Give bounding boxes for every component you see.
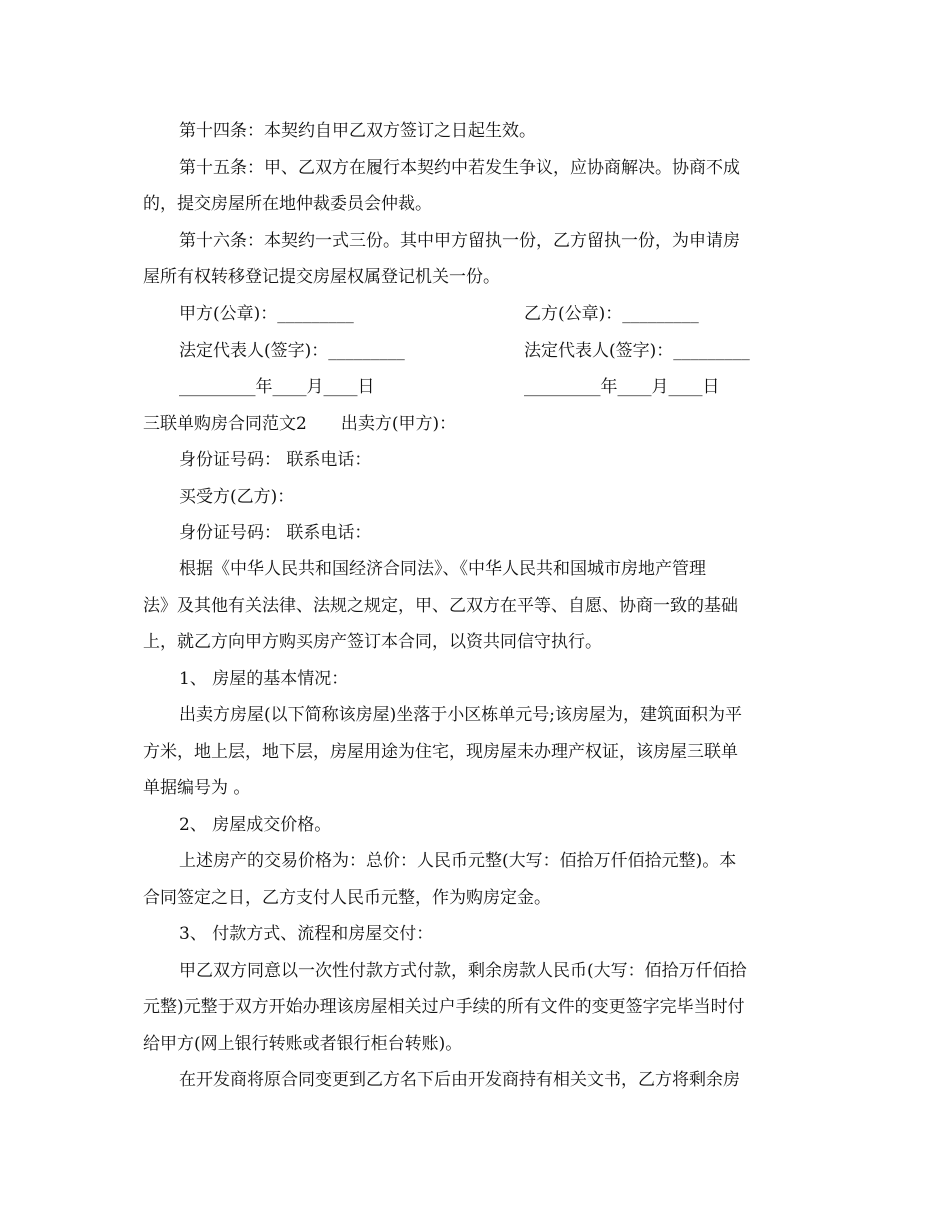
section-2-line-2: 合同签定之日，乙方支付人民币元整，作为购房定金。 <box>143 888 551 908</box>
contract-2-heading: 三联单购房合同范文2 出卖方(甲方)： <box>143 414 457 434</box>
preamble-line-1: 根据《中华人民共和国经济合同法》、《中华人民共和国城市房地产管理 <box>179 559 706 579</box>
section-1-line-3: 单据编号为 。 <box>143 778 251 798</box>
section-3-heading: 3、 付款方式、流程和房屋交付： <box>179 924 434 944</box>
article-14: 第十四条：本契约自甲乙双方签订之日起生效。 <box>179 121 536 141</box>
buyer-id-phone: 身份证号码： 联系电话： <box>179 523 372 543</box>
seller-id-phone: 身份证号码： 联系电话： <box>179 450 372 470</box>
preamble-line-2: 法》及其他有关法律、法规之规定，甲、乙双方在平等、自愿、协商一致的基础 <box>143 596 738 616</box>
section-1-line-1: 出卖方房屋(以下简称该房屋)坐落于小区栋单元号;该房屋为，建筑面积为平 <box>179 705 742 725</box>
party-a-seal: 甲方(公章)：_________ <box>179 304 354 324</box>
section-2-heading: 2、 房屋成交价格。 <box>179 815 332 835</box>
section-3-line-1: 甲乙双方同意以一次性付款方式付款，剩余房款人民币(大写：佰拾万仟佰拾 <box>179 961 747 981</box>
section-3-line-3: 给甲方(网上银行转账或者银行柜台转账)。 <box>143 1034 463 1054</box>
buyer-label: 买受方(乙方)： <box>179 487 295 507</box>
party-b-seal: 乙方(公章)：_________ <box>524 304 699 324</box>
section-3-line-2: 元整)元整于双方开始办理该房屋相关过户手续的所有文件的变更签字完毕当时付 <box>143 997 745 1017</box>
article-16-line-1: 第十六条：本契约一式三份。其中甲方留执一份，乙方留执一份，为申请房 <box>179 231 740 251</box>
preamble-line-3: 上，就乙方向甲方购买房产签订本合同，以资共同信守执行。 <box>143 632 602 652</box>
party-b-representative: 法定代表人(签字)：_________ <box>524 341 750 361</box>
party-a-representative: 法定代表人(签字)：_________ <box>179 341 405 361</box>
article-15-line-1: 第十五条：甲、乙双方在履行本契约中若发生争议，应协商解决。协商不成 <box>179 158 740 178</box>
article-16-line-2: 屋所有权转移登记提交房屋权属登记机关一份。 <box>143 267 500 287</box>
article-15-line-2: 的，提交房屋所在地仲裁委员会仲裁。 <box>143 194 432 214</box>
party-b-date: _________年____月____日 <box>524 377 720 397</box>
section-1-heading: 1、 房屋的基本情况： <box>179 669 349 689</box>
section-3-line-4: 在开发商将原合同变更到乙方名下后由开发商持有相关文书，乙方将剩余房 <box>179 1070 740 1090</box>
section-1-line-2: 方米，地上层，地下层，房屋用途为住宅，现房屋未办理产权证，该房屋三联单 <box>143 742 738 762</box>
section-2-line-1: 上述房产的交易价格为：总价：人民币元整(大写：佰拾万仟佰拾元整)。本 <box>179 851 737 871</box>
party-a-date: _________年____月____日 <box>179 377 375 397</box>
